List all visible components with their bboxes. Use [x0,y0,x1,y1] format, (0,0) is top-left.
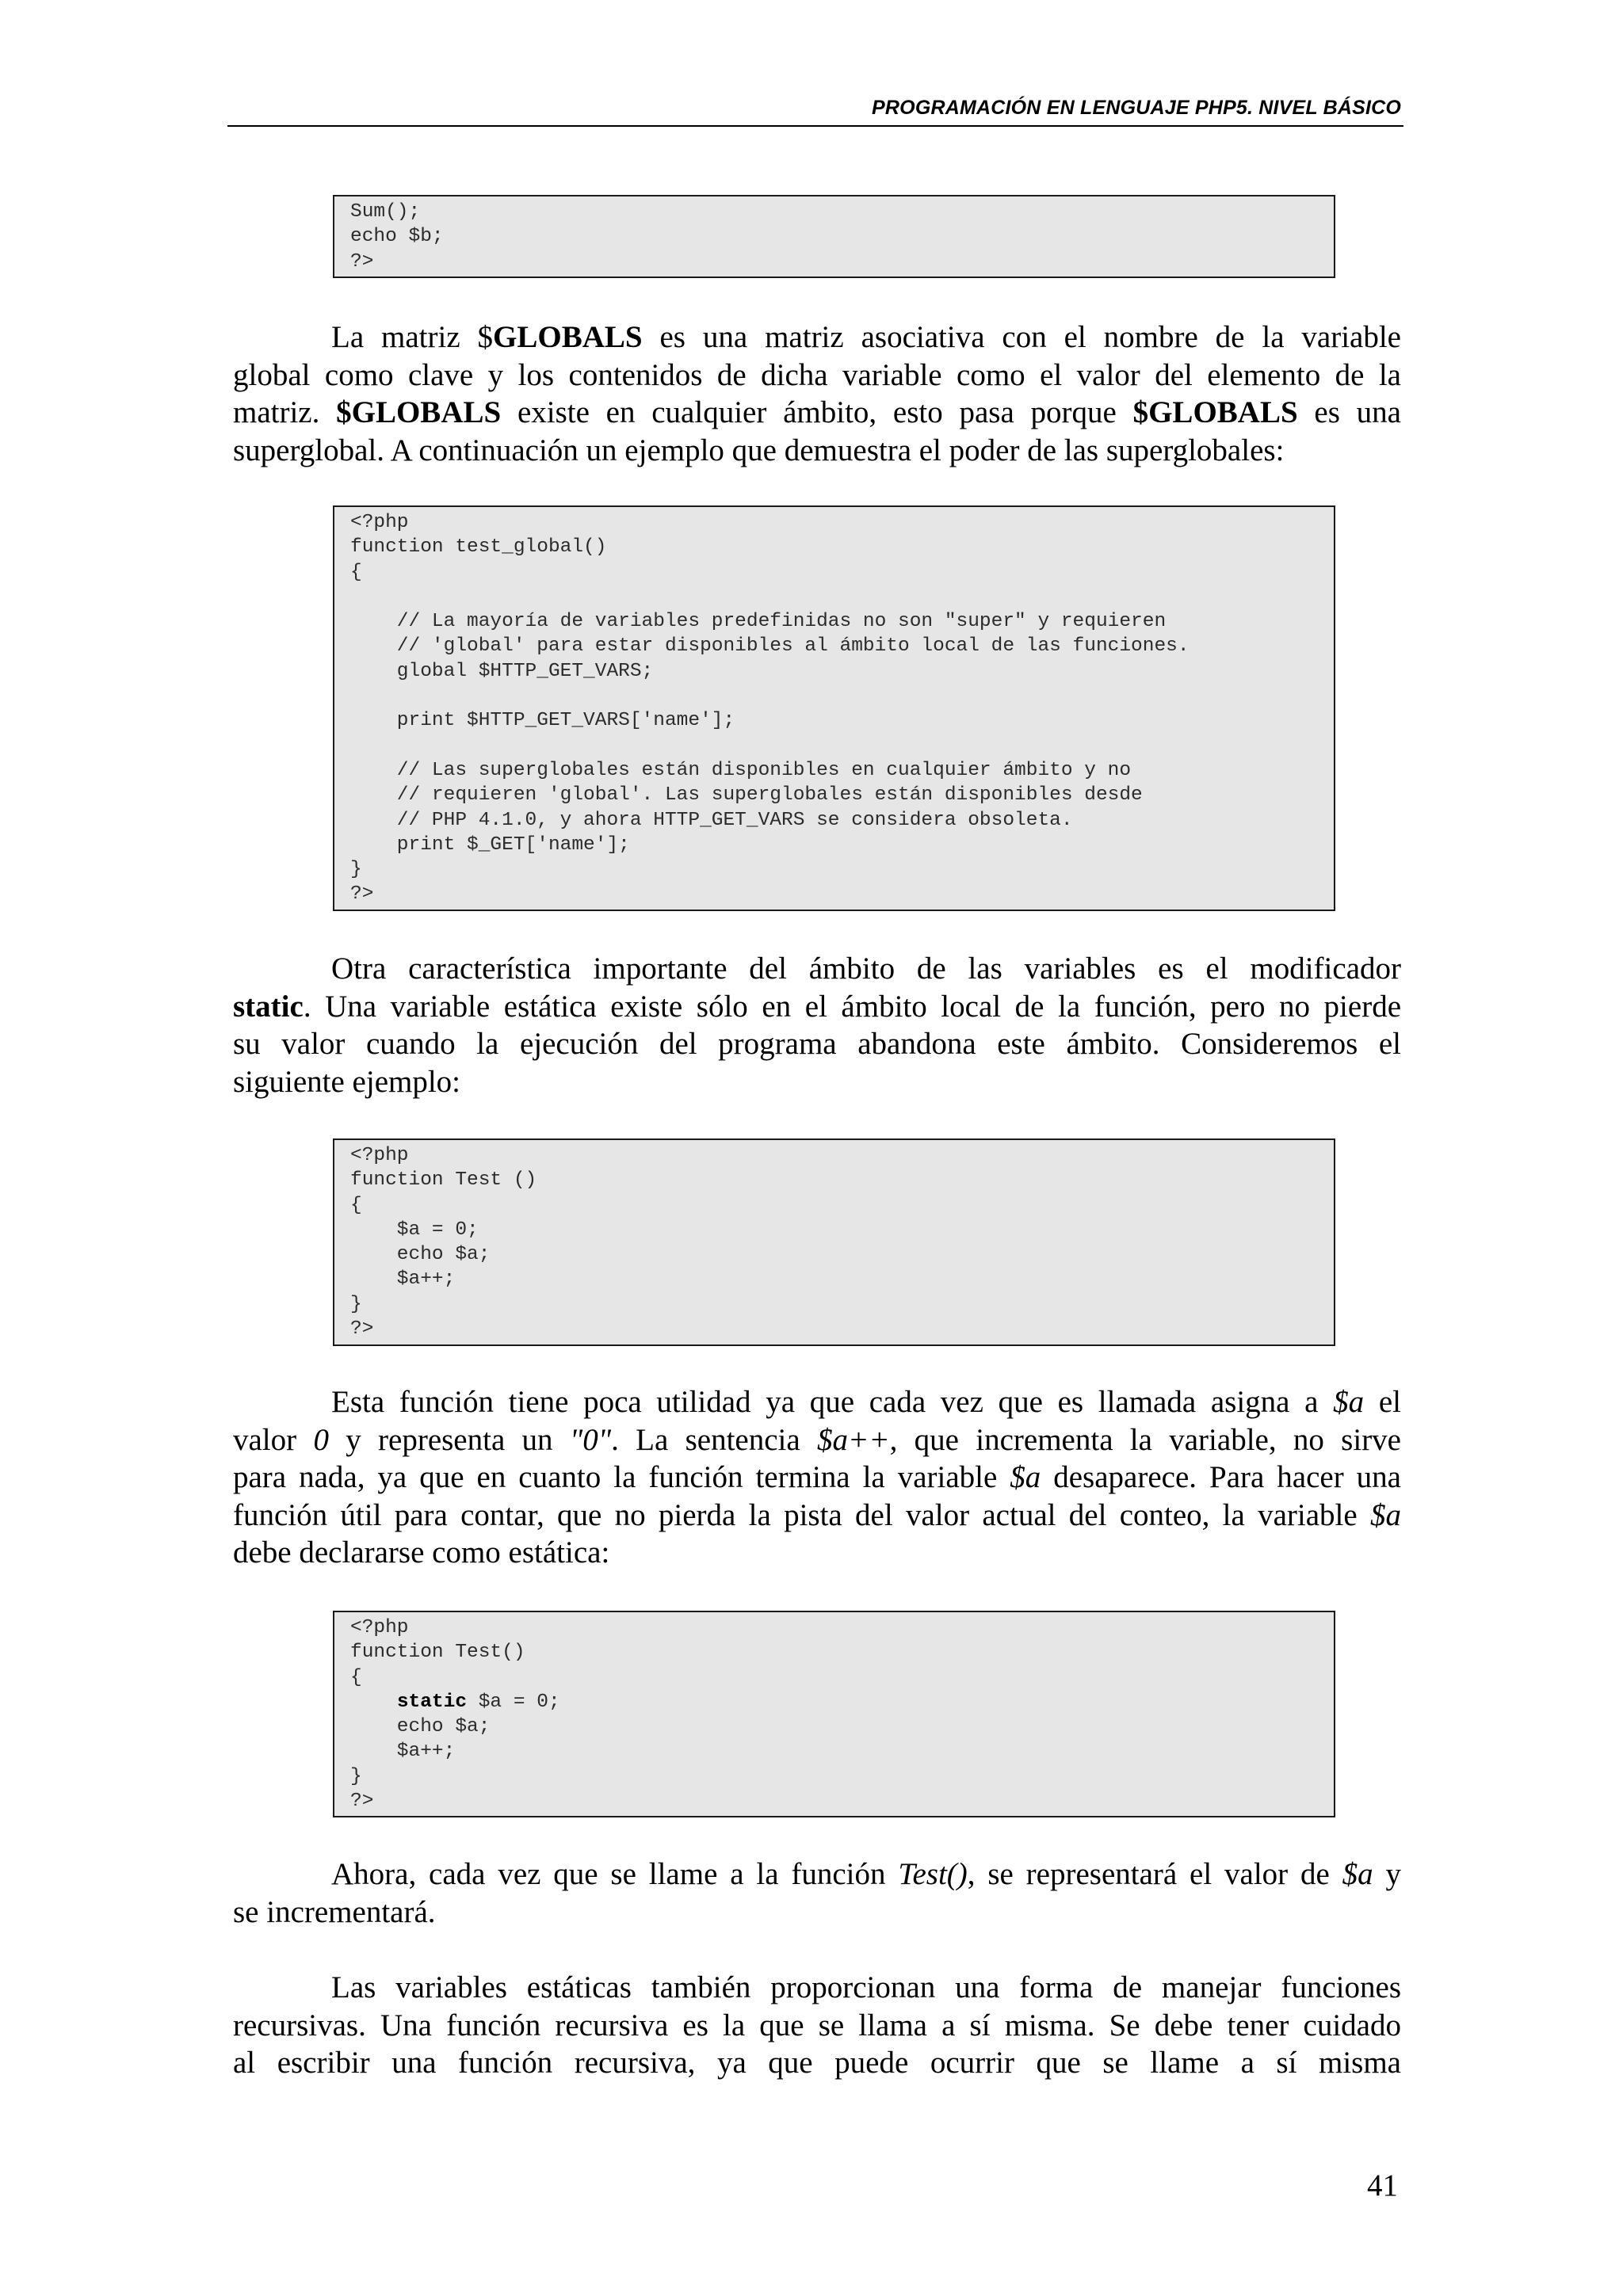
code-line: $a++; [350,1741,456,1763]
text-line: Otra característica importante del ámbito de las variables es el modificador [331,952,1401,986]
running-header: PROGRAMACIÓN EN LENGUAJE PHP5. NIVEL BÁSICO [872,97,1401,119]
code-block [333,1611,1335,1817]
code-line: function test_global() [350,536,607,559]
code-line: print $_GET['name']; [350,833,630,856]
code-line: { [350,1194,362,1216]
paragraph [233,318,1401,469]
code-line: <?php [350,512,409,533]
code-line: } [350,859,362,881]
code-block [333,195,1335,278]
text-line: función útil para contar, que no pierda la pista del valor actual del conteo, la variable $a [233,1497,1401,1532]
code-line: } [350,1293,362,1315]
text-line: su valor cuando la ejecución del programa abandona este ámbito. Consideremos el [233,1027,1401,1062]
code-line: ?> [350,250,374,273]
code-line: // La mayoría de variables predefinidas no son "super" y requieren [350,611,1167,633]
text-line: recursivas. Una función recursiva es la que se llama a sí misma. Se debe tener cuidado [233,2008,1401,2042]
text-line: debe declararse como estática: [233,1535,610,1570]
text-line: superglobal. A continuación un ejemplo que demuestra el poder de las superglobales: [233,433,1285,467]
code-line: static $a = 0; [396,1691,560,1713]
text-line: static. Una variable estática existe sólo en el ámbito local de la función, pero no pierde [233,989,1401,1024]
text-line: La matriz $GLOBALS es una matriz asociativa con el nombre de la variable [331,320,1401,354]
code-line: global $HTTP_GET_VARS; [350,660,654,682]
code-line: // 'global' para estar disponibles al ámbito local de las funciones. [350,635,1190,658]
code-line: <?php [350,1617,409,1638]
code-line: { [350,561,362,583]
code-block [333,505,1335,911]
text-line: valor 0 y representa un "0". La sentencia $a++, que incrementa la variable, no sirve [233,1422,1401,1457]
code-line: ?> [350,883,374,906]
paragraph [233,1383,1401,1572]
code-line: print $HTTP_GET_VARS['name']; [350,710,735,732]
text-line: se incrementará. [233,1894,436,1929]
code-line: // PHP 4.1.0, y ahora HTTP_GET_VARS se considera obsoleta. [350,809,1073,831]
code-line: echo $b; [350,226,444,248]
code-block [333,1138,1335,1346]
code-line: <?php [350,1145,409,1166]
text-line: para nada, ya que en cuanto la función termina la variable $a desaparece. Para hacer una [233,1460,1401,1495]
paragraph [233,1969,1401,2082]
text-line: al escribir una función recursiva, ya que puede ocurrir que se llame a sí misma [233,2046,1401,2081]
paragraph [233,1855,1401,1931]
code-line: ?> [350,1791,374,1813]
code-line: } [350,1765,362,1787]
code-line: echo $a; [350,1244,491,1266]
paragraph [233,950,1401,1100]
code-line: function Test() [350,1642,525,1664]
text-line: global como clave y los contenidos de dicha variable como el valor del elemento de la [233,357,1401,392]
code-line: $a = 0; [350,1219,479,1241]
text-line: Esta función tiene poca utilidad ya que cada vez que es llamada asigna a $a el [331,1385,1401,1419]
code-line: ?> [350,1318,374,1341]
code-line: Sum(); [350,201,421,223]
code-line: { [350,1666,362,1688]
code-line [350,684,1334,708]
code-line: function Test () [350,1169,537,1192]
text-line: matriz. $GLOBALS existe en cualquier ámbito, esto pasa porque $GLOBALS es una [233,395,1401,430]
text-line: Ahora, cada vez que se llame a la función Test(), se representará el valor de $a y [331,1857,1401,1891]
header-divider [227,125,1403,127]
code-line: // Las superglobales están disponibles en cualquier ámbito y no [350,759,1132,781]
code-line: // requieren 'global'. Las superglobales están disponibles desde [350,784,1143,807]
page-number: 41 [1367,2168,1398,2203]
code-line: $a++; [350,1268,456,1291]
text-line: siguiente ejemplo: [233,1064,461,1099]
text-line: Las variables estáticas también proporcionan una forma de manejar funciones [331,1970,1401,2004]
keyword-static: static [396,1691,468,1713]
code-line: echo $a; [350,1716,491,1738]
code-line [350,734,1334,758]
code-line [350,585,1334,609]
